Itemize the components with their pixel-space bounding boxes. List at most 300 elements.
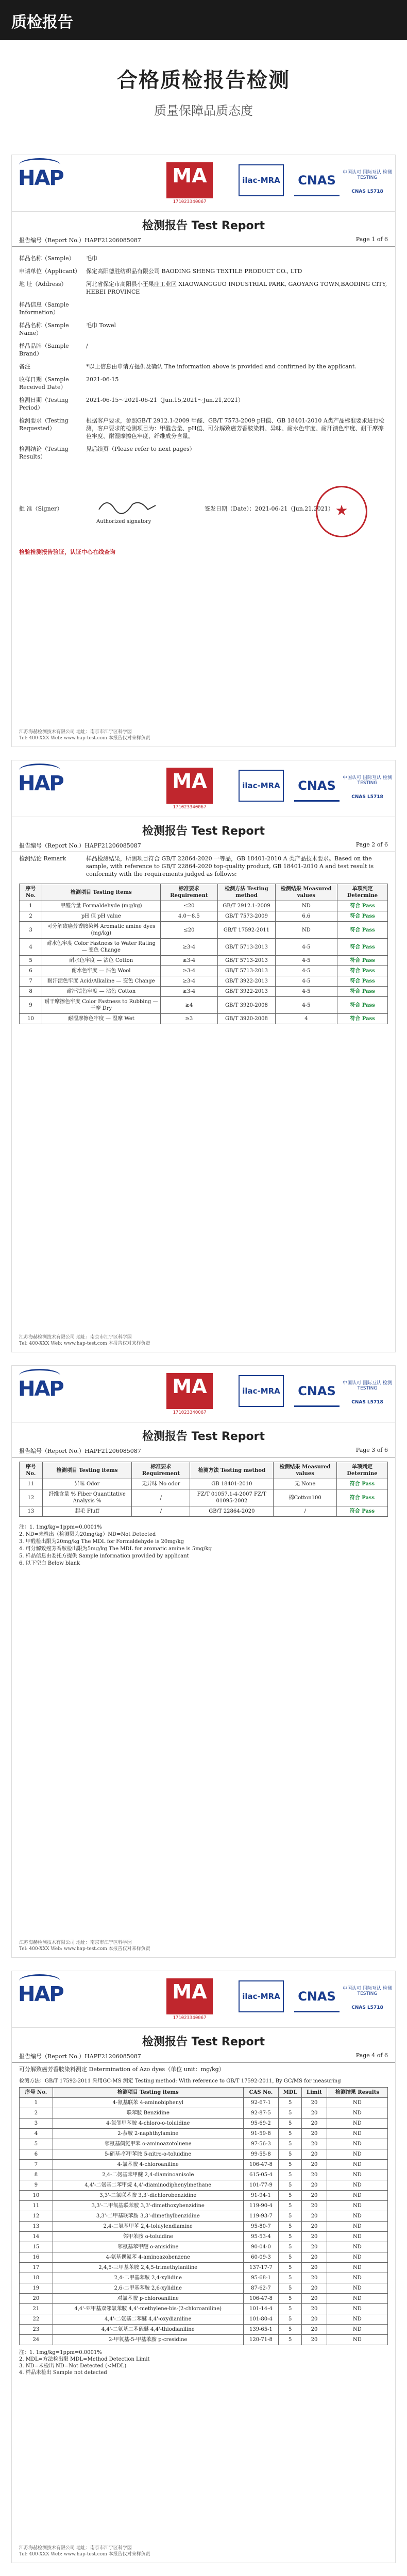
section-banner — [0, 40, 407, 154]
table-row — [20, 956, 388, 966]
table-cell: 20 — [302, 2201, 327, 2211]
note-line: 6. 以下空白 Below blank — [19, 1561, 80, 1566]
section-title: 合格质检报告检测 — [117, 69, 290, 92]
info-value: 毛巾 Towel — [86, 322, 116, 329]
table-cell: 20 — [302, 2211, 327, 2222]
table-cell: 16 — [20, 2252, 53, 2263]
note-line: 2. ND=未检出（检测限为20mg/kg）ND=Not Detected — [19, 1532, 156, 1537]
table-cell: 5 — [279, 2252, 302, 2263]
cnas-logo: CNAS — [294, 164, 340, 196]
table-row — [20, 2283, 388, 2294]
approval-label: 批 准（Signer） — [19, 505, 63, 512]
table-cell: FZ/T 01057.1-4-2007 FZ/T 01095-2002 — [190, 1489, 274, 1506]
table-cell: 4,4'-亚甲基双邻氯苯胺 4,4'-methylene-bis-(2-chloroaniline) — [53, 2304, 243, 2314]
cnas-code: CNAS L5718 — [351, 1400, 383, 1405]
table-cell: ND — [327, 2232, 387, 2242]
header-title: 质检报告 — [11, 13, 73, 31]
section-subtitle: 质量保障品质态度 — [154, 104, 253, 118]
table-cell: ND — [327, 2222, 387, 2232]
table-cell: 2-甲氧基-5-甲基苯胺 p-cresidine — [53, 2335, 243, 2345]
table-cell: 耐汗渍色牢度 — 沾色 Cotton — [42, 987, 160, 997]
table-cell: 5 — [279, 2283, 302, 2294]
table-cell: GB/T 3922-2013 — [218, 976, 275, 987]
table-cell: 92-67-1 — [243, 2098, 278, 2108]
table-row — [20, 2160, 388, 2170]
cnas-sub: 中国认可 国际互认 检测 TESTING — [343, 170, 392, 180]
table-cell: 20 — [302, 2304, 327, 2314]
table-cell: 101-14-4 — [243, 2304, 278, 2314]
table-cell: 符合 Pass — [336, 1479, 387, 1489]
table-cell: 12 — [20, 2211, 53, 2222]
footer-line-1: 江苏海赫检测技术有限公司 地址：南京市江宁区科学园 — [19, 730, 132, 735]
table-cell: 3,3'-二氯联苯胺 3,3'-dichlorobenzidine — [53, 2191, 243, 2201]
table-cell: 20 — [302, 2098, 327, 2108]
table-cell: 101-77-9 — [243, 2180, 278, 2191]
table-cell: 9 — [20, 997, 42, 1014]
table-cell: 95-69-2 — [243, 2119, 278, 2129]
table-cell: 4-5 — [275, 966, 337, 976]
table-cell: 对氯苯胺 p-chloroaniline — [53, 2294, 243, 2304]
azo-intro: 可分解致癌芳香胺染料测定 Determination of Azo dyes（单位 unit：mg/kg） — [19, 2066, 225, 2073]
info-value: 毛巾 — [86, 255, 97, 262]
stamp-star-icon: ★ — [335, 502, 348, 519]
hap-logo: HAP — [18, 772, 63, 795]
table-cell: ND — [327, 2170, 387, 2180]
info-row — [12, 319, 395, 340]
table-row — [20, 2294, 388, 2304]
table-row — [20, 1014, 388, 1024]
table-cell: 5 — [279, 2129, 302, 2139]
info-row — [12, 252, 395, 265]
table-cell: 4-氨基偶氮苯 4-aminoazobenzene — [53, 2252, 243, 2263]
table-cell: 20 — [302, 2191, 327, 2201]
table-cell: 可分解致癌芳香胺染料 Aromatic amine dyes (mg/kg) — [42, 922, 160, 939]
info-label: 检测要求（Testing Requested） — [19, 417, 69, 432]
cnas-logo: CNAS — [294, 770, 340, 802]
table-cell: 1 — [20, 2098, 53, 2108]
table-cell: 4 — [20, 939, 42, 956]
table-cell: 20 — [302, 2222, 327, 2232]
column-header: 标准要求 Requirement — [160, 884, 218, 901]
qr-note[interactable]: 检验检测报告验证，认证中心在线查询 — [19, 549, 115, 555]
ma-number: 171023340067 — [173, 199, 207, 205]
table-cell: 97-56-3 — [243, 2139, 278, 2149]
report-page-4 — [11, 1971, 396, 2563]
table-cell: 联苯胺 Benzidine — [53, 2108, 243, 2119]
table-cell: 5 — [279, 2335, 302, 2345]
table-cell: 24 — [20, 2335, 53, 2345]
report-title: 检测报告 Test Report — [142, 1430, 265, 1443]
table-cell: 60-09-3 — [243, 2252, 278, 2263]
report-no: HAPF21206085087 — [84, 2053, 141, 2060]
table-cell: ≥3-4 — [160, 956, 218, 966]
authorized-label: Authorized signatory — [96, 519, 151, 524]
result-text: 样品检测结果，所测项目符合 GB/T 22864-2020 一等品，GB 18401-2010 A 类产品技术要求。Based on the sample, with reference to GB/T 22864-2020 top-quality product, GB 18401-2010 A and test result is conformity with the requirements judged as follows: — [86, 855, 374, 877]
table-cell: 11 — [20, 2201, 53, 2211]
report-no-label: 报告编号（Report No.） — [19, 237, 85, 244]
table-cell: GB/T 2912.1-2009 — [218, 901, 275, 911]
note-line: 5. 样品信息由委托方提供 Sample information provided by applicant — [19, 1553, 189, 1559]
report-title: 检测报告 Test Report — [142, 825, 265, 838]
table-row — [20, 2263, 388, 2273]
table-cell: 5 — [279, 2232, 302, 2242]
table-cell: 4-5 — [275, 997, 337, 1014]
table-cell: GB/T 7573-2009 — [218, 911, 275, 922]
info-value: 保定高阳德胜纺织品有限公司 BAODING SHENG TEXTILE PRODUCT CO., LTD — [86, 268, 302, 275]
table-cell: ≥3-4 — [160, 939, 218, 956]
table-cell: ND — [327, 2211, 387, 2222]
table-cell: 2 — [20, 911, 42, 922]
report-title: 检测报告 Test Report — [142, 219, 265, 232]
table-cell: 6 — [20, 2149, 53, 2160]
table-cell: GB/T 3922-2013 — [218, 987, 275, 997]
note-line: 4. 可分解致癌芳香胺检出限为5mg/kg The MDL for aromatic amine is 5mg/kg — [19, 1546, 212, 1552]
column-header: 检测方法 Testing method — [190, 1462, 274, 1479]
note-line: 3. ND=未检出 ND=Not Detected (<MDL) — [19, 2363, 127, 2369]
info-value: 2021-06-15 — [86, 376, 119, 383]
table-cell: 22 — [20, 2314, 53, 2325]
table-row — [20, 2119, 388, 2129]
cnas-sub: 中国认可 国际互认 检测 TESTING — [343, 1381, 392, 1391]
table-cell: 106-47-8 — [243, 2160, 278, 2170]
table-cell: 4,4'-二氨基二苯甲烷 4,4'-diaminodiphenylmethane — [53, 2180, 243, 2191]
table-cell: 139-65-1 — [243, 2325, 278, 2335]
table-cell: 9 — [20, 2180, 53, 2191]
table-cell: 符合 Pass — [336, 1489, 387, 1506]
table-cell: 4-氯邻甲苯胺 4-chloro-o-toluidine — [53, 2119, 243, 2129]
info-row — [12, 278, 395, 298]
table-cell: 耐水色牢度 Color Fastness to Water Rating — 变色 Change — [42, 939, 160, 956]
table-cell: ND — [327, 2129, 387, 2139]
table-cell: 12 — [20, 1489, 43, 1506]
footer-line-2: Tel: 400-XXX Web: www.hap-test.com 本报告仅对来样负责 — [19, 1341, 150, 1346]
table-cell: ND — [327, 2242, 387, 2252]
page-indicator: Page 3 of 6 — [355, 1447, 388, 1453]
table-cell: 5 — [279, 2160, 302, 2170]
table-cell: 4.0～8.5 — [160, 911, 218, 922]
table-row — [20, 922, 388, 939]
table-cell: 符合 Pass — [337, 956, 388, 966]
table-cell: 119-93-7 — [243, 2211, 278, 2222]
table-cell: 6 — [20, 966, 42, 976]
table-cell: ND — [327, 2098, 387, 2108]
table-cell: ≥3-4 — [160, 987, 218, 997]
column-header: 序号 No. — [20, 2088, 53, 2098]
table-cell: ≤20 — [160, 922, 218, 939]
table-cell: 5 — [279, 2242, 302, 2252]
table-row — [20, 2273, 388, 2283]
table-cell: 21 — [20, 2304, 53, 2314]
info-value: / — [86, 343, 88, 349]
report-no-label: 报告编号（Report No.） — [19, 1448, 85, 1454]
table-cell: / — [274, 1506, 337, 1517]
table-cell: 13 — [20, 1506, 43, 1517]
table-row — [20, 901, 388, 911]
table-cell: ND — [327, 2335, 387, 2345]
table-cell: 15 — [20, 2242, 53, 2252]
table-cell: 5 — [20, 956, 42, 966]
table-cell: 1 — [20, 901, 42, 911]
table-cell: 5 — [279, 2191, 302, 2201]
table-cell: 5 — [279, 2098, 302, 2108]
table-cell: 20 — [302, 2283, 327, 2294]
table-cell: 5 — [279, 2325, 302, 2335]
table-cell: GB/T 5713-2013 — [218, 966, 275, 976]
table-row — [20, 2170, 388, 2180]
table-cell: 20 — [302, 2325, 327, 2335]
table-cell: 5 — [279, 2201, 302, 2211]
report-no-label: 报告编号（Report No.） — [19, 842, 85, 849]
ma-logo: MA — [166, 1373, 213, 1409]
footer — [19, 1334, 388, 1347]
table-cell: 8 — [20, 2170, 53, 2180]
table-cell: 起毛 Fluff — [42, 1506, 132, 1517]
table-cell: ND — [327, 2294, 387, 2304]
table-row — [20, 2129, 388, 2139]
table-cell: GB/T 5713-2013 — [218, 956, 275, 966]
table-cell: ND — [275, 922, 337, 939]
table-cell: 4-5 — [275, 956, 337, 966]
table-row — [20, 1479, 388, 1489]
table-cell: 4-5 — [275, 939, 337, 956]
table-cell: GB/T 3920-2008 — [218, 997, 275, 1014]
hap-logo: HAP — [18, 166, 63, 190]
info-row — [12, 340, 395, 360]
table-cell: 20 — [302, 2108, 327, 2119]
page-indicator: Page 1 of 6 — [355, 236, 388, 243]
table-cell: ND — [327, 2325, 387, 2335]
report-no: HAPF21206085087 — [84, 1448, 141, 1454]
table-cell: GB/T 3920-2008 — [218, 1014, 275, 1024]
table-cell: 棉Cotton100 — [274, 1489, 337, 1506]
table-cell: 邻甲苯胺 o-toluidine — [53, 2232, 243, 2242]
table-cell: 2,4,5-三甲基苯胺 2,4,5-trimethylaniline — [53, 2263, 243, 2273]
note-line: 4. 样品未检出 Sample not detected — [19, 2370, 107, 2376]
table-cell: 5 — [279, 2211, 302, 2222]
table-cell: GB/T 22864-2020 — [190, 1506, 274, 1517]
table-cell: ND — [327, 2283, 387, 2294]
info-label: 样品名称（Sample） — [19, 255, 75, 262]
table-cell: 4,4'-二氨基二苯硫醚 4,4'-thiodianiline — [53, 2325, 243, 2335]
info-label: 地 址（Address） — [19, 281, 67, 287]
table-cell: 5 — [20, 2139, 53, 2149]
table-cell: 20 — [302, 2232, 327, 2242]
table-cell: 2,6-二甲基苯胺 2,6-xylidine — [53, 2283, 243, 2294]
cnas-logo: CNAS — [294, 1375, 340, 1407]
official-stamp — [316, 486, 367, 537]
table-cell: 符合 Pass — [337, 939, 388, 956]
table-row — [20, 2180, 388, 2191]
table-cell: 邻氨基苯甲醚 o-anisidine — [53, 2242, 243, 2252]
table-cell: ≥3-4 — [160, 966, 218, 976]
table-cell: 20 — [302, 2139, 327, 2149]
footer-line-2: Tel: 400-XXX Web: www.hap-test.com 本报告仅对来样负责 — [19, 736, 150, 741]
table-cell: ≥3-4 — [160, 976, 218, 987]
table-row — [20, 2314, 388, 2325]
letterhead — [12, 155, 395, 212]
table-cell: 耐水色牢度 — 沾色 Wool — [42, 966, 160, 976]
cnas-sub: 中国认可 国际互认 检测 TESTING — [343, 775, 392, 786]
table-cell: 3 — [20, 922, 42, 939]
table-cell: 2,4-二氨基苯甲醚 2,4-diaminoanisole — [53, 2170, 243, 2180]
table-row — [20, 2232, 388, 2242]
ma-logo: MA — [166, 768, 213, 804]
table-row — [20, 2139, 388, 2149]
table-cell: 3,3'-二甲基联苯胺 3,3'-dimethylbenzidine — [53, 2211, 243, 2222]
table-cell: 95-53-4 — [243, 2232, 278, 2242]
table-cell: 4-5 — [275, 976, 337, 987]
report-no-label: 报告编号（Report No.） — [19, 2053, 85, 2060]
table-cell: ND — [327, 2263, 387, 2273]
table-row — [20, 2242, 388, 2252]
table-cell: 符合 Pass — [337, 987, 388, 997]
info-row — [12, 265, 395, 278]
sample-info — [12, 252, 395, 463]
table-row — [20, 2325, 388, 2335]
column-header: 检测方法 Testing method — [218, 884, 275, 901]
table-cell: ND — [327, 2160, 387, 2170]
table-cell: GB/T 17592-2011 — [218, 922, 275, 939]
info-label: 收样日期（Sample Received Date） — [19, 376, 69, 391]
table-cell: 符合 Pass — [337, 922, 388, 939]
table-cell: 14 — [20, 2232, 53, 2242]
table-cell: / — [132, 1489, 190, 1506]
table-cell: 20 — [302, 2242, 327, 2252]
table-cell: 5 — [279, 2314, 302, 2325]
table-cell: 2 — [20, 2108, 53, 2119]
table-cell: 4-5 — [275, 987, 337, 997]
table-row — [20, 1506, 388, 1517]
column-header: 检测结果 Results — [327, 2088, 387, 2098]
table-cell: 5 — [279, 2263, 302, 2273]
table-cell: 符合 Pass — [337, 966, 388, 976]
table-cell: 符合 Pass — [336, 1506, 387, 1517]
table-cell: 20 — [302, 2129, 327, 2139]
table-row — [20, 939, 388, 956]
signature — [96, 494, 158, 515]
info-value — [86, 301, 388, 316]
column-header: 单项判定 Determine — [337, 884, 388, 901]
ma-number: 171023340067 — [173, 805, 207, 810]
table-cell: 5 — [279, 2119, 302, 2129]
table-cell: 邻氨基偶氮甲苯 o-aminoazotoluene — [53, 2139, 243, 2149]
table-cell: ND — [327, 2108, 387, 2119]
table-cell: 4-氨基联苯 4-aminobiphenyl — [53, 2098, 243, 2108]
table-cell: 20 — [302, 2170, 327, 2180]
table-cell: 20 — [302, 2335, 327, 2345]
table-cell: 20 — [302, 2314, 327, 2325]
table-cell: 10 — [20, 1014, 42, 1024]
table-cell: 90-04-0 — [243, 2242, 278, 2252]
table-cell: 3 — [20, 2119, 53, 2129]
info-row — [12, 394, 395, 414]
results-table — [19, 884, 388, 1024]
table-cell: 20 — [302, 2119, 327, 2129]
note-line: 注：1. 1mg/kg=1ppm=0.0001% — [19, 1524, 102, 1530]
results-table — [19, 1462, 388, 1517]
ilac-logo: ilac-MRA — [239, 164, 284, 196]
column-header: MDL — [279, 2088, 302, 2098]
ilac-logo: ilac-MRA — [239, 1375, 284, 1407]
table-cell: 95-68-1 — [243, 2273, 278, 2283]
table-cell: ND — [327, 2252, 387, 2263]
column-header: CAS No. — [243, 2088, 278, 2098]
note-line: 注：1. 1mg/kg=1ppm=0.0001% — [19, 2350, 102, 2355]
table-cell: 耐湿摩擦色牢度 — 湿摩 Wet — [42, 1014, 160, 1024]
footer — [19, 1940, 388, 1952]
table-cell: 耐干摩擦色牢度 Color Fastness to Rubbing — 干摩 Dry — [42, 997, 160, 1014]
table-cell: 4-氯苯胺 4-chloroaniline — [53, 2160, 243, 2170]
table-cell: 18 — [20, 2273, 53, 2283]
report-number-row — [12, 1447, 395, 1458]
notes — [12, 1521, 395, 1570]
table-cell: 5 — [279, 2304, 302, 2314]
table-cell: 4 — [275, 1014, 337, 1024]
table-row — [20, 2201, 388, 2211]
table-cell: ND — [327, 2273, 387, 2283]
notes — [12, 2347, 395, 2378]
hap-logo: HAP — [18, 1982, 63, 2006]
footer-line-2: Tel: 400-XXX Web: www.hap-test.com 本报告仅对来样负责 — [19, 2552, 150, 2557]
report-page-1 — [11, 155, 396, 747]
column-header: 检测结果 Measured values — [275, 884, 337, 901]
letterhead — [12, 1971, 395, 2028]
table-cell: 5 — [279, 2139, 302, 2149]
info-value: 根据客户要求，参照GB/T 2912.1-2009 甲醛、GB/T 7573-2009 pH值、GB 18401-2010 A类产品标准要求进行检测，客户要求的检测项目为：甲醛含量、pH值、可分解致癌芳香胺染料、异味、耐水色牢度、耐汗渍色牢度、耐干摩擦色牢度、耐湿摩擦色牢度、纤维成分含量。 — [86, 417, 384, 439]
info-label: 申请单位（Applicant） — [19, 268, 81, 275]
table-cell: 137-17-7 — [243, 2263, 278, 2273]
ma-logo: MA — [166, 1978, 213, 2014]
table-cell: 2,4-二氨基甲苯 2,4-toluylendiamine — [53, 2222, 243, 2232]
column-header: 单项判定 Determine — [336, 1462, 387, 1479]
table-row — [20, 987, 388, 997]
table-cell: 20 — [20, 2294, 53, 2304]
azo-table-wrap — [12, 2085, 395, 2347]
table-cell: 符合 Pass — [337, 976, 388, 987]
ma-logo: MA — [166, 162, 213, 198]
column-header: Limit — [302, 2088, 327, 2098]
signature-scribble-icon — [96, 494, 158, 515]
table-row — [20, 1489, 388, 1506]
table-row — [20, 997, 388, 1014]
table-cell: ND — [327, 2149, 387, 2160]
table-cell: 101-80-4 — [243, 2314, 278, 2325]
page-indicator: Page 2 of 6 — [355, 841, 388, 848]
table-cell: 8 — [20, 987, 42, 997]
table-cell: 3,3'-二甲氧基联苯胺 3,3'-dimethoxybenzidine — [53, 2201, 243, 2211]
table-cell: 20 — [302, 2180, 327, 2191]
table-cell: pH 值 pH value — [42, 911, 160, 922]
results-table-wrap — [12, 1458, 395, 1521]
note-line: 2. MDL=方法检出限 MDL=Method Detection Limit — [19, 2357, 150, 2362]
table-cell: 6.6 — [275, 911, 337, 922]
info-value: *以上信息由申请方提供及确认 The information above is provided and confirmed by the applicant. — [86, 363, 357, 370]
table-row — [20, 2304, 388, 2314]
footer-line-2: Tel: 400-XXX Web: www.hap-test.com 本报告仅对来样负责 — [19, 1946, 150, 1952]
cnas-sub: 中国认可 国际互认 检测 TESTING — [343, 1986, 392, 1996]
page-header — [0, 0, 407, 40]
letterhead — [12, 760, 395, 817]
table-cell: 纤维含量 % Fiber Quantitative Analysis % — [42, 1489, 132, 1506]
table-cell: 20 — [302, 2160, 327, 2170]
info-row — [12, 360, 395, 373]
table-cell: GB 18401-2010 — [190, 1479, 274, 1489]
report-page-3 — [11, 1365, 396, 1958]
footer — [19, 2545, 388, 2557]
hap-logo: HAP — [18, 1377, 63, 1401]
table-cell: 4,4'-二氨基二苯醚 4,4'-oxydianiline — [53, 2314, 243, 2325]
info-label: 样品品牌（Sample Brand） — [19, 343, 69, 357]
